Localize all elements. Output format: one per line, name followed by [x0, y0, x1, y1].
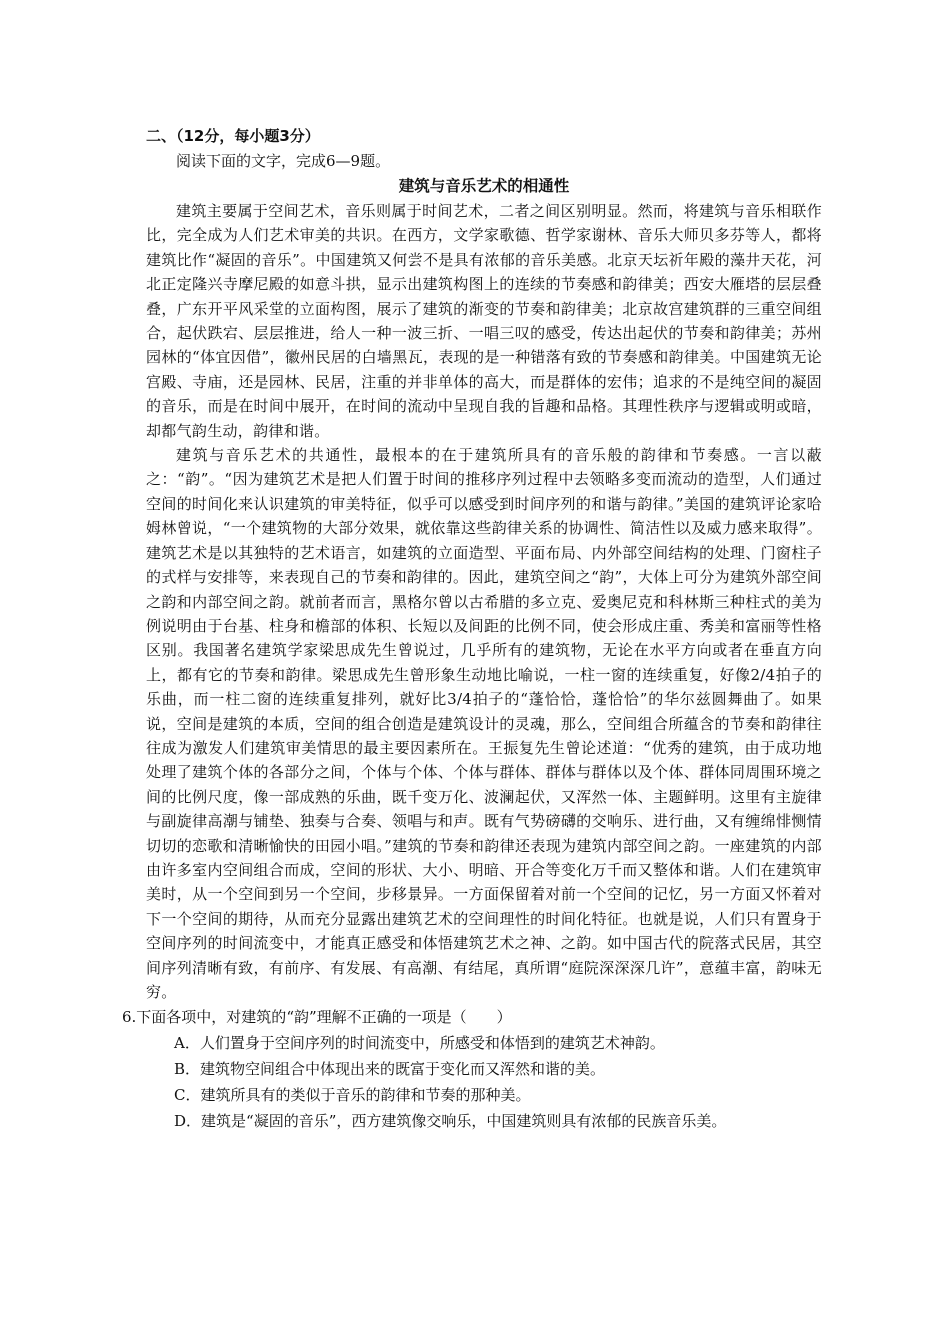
article-paragraph-1: 建筑主要属于空间艺术，音乐则属于时间艺术，二者之间区别明显。然而，将建筑与音乐相联作比，完全成为人们艺术审美的共识。在西方，文学家歌德、哲学家谢林、音乐大师贝多芬等人，都将建筑比作“凝固的音乐”。中国建筑又何尝不是具有浓郁的音乐美感。北京天坛祈年殿的藻井天花，河北正定隆兴寺摩尼殿的如意斗拱，显示出建筑构图上的连续的节奏感和韵律美；西安大雁塔的层层叠叠，广东开平风采堂的立面构图，展示了建筑的渐变的节奏和韵律美；北京故宫建筑群的三重空间组合，起伏跌宕、层层推进，给人一种一波三折、一唱三叹的感受，传达出起伏的节奏和韵律美；苏州园林的“体宜因借”，徽州民居的白墙黑瓦，表现的是一种错落有致的节奏感和韵律美。中国建筑无论宫殿、寺庙，还是园林、民居，注重的并非单体的高大，而是群体的宏伟；追求的不是纯空间的凝固的音乐，而是在时间中展开，在时间的流动中呈现自我的旨趣和品格。其理性秩序与逻辑或明或暗，却都气韵生动，韵律和谐。 [146, 202, 822, 440]
reading-instruction: 阅读下面的文字，完成6—9题。 [176, 152, 391, 170]
option-c: C．建筑所具有的类似于音乐的韵律和节奏的那种美。 [174, 1086, 531, 1105]
exam-page [122, 124, 822, 1134]
section-heading: 二、（12分，每小题3分） [146, 127, 320, 145]
answer-options [146, 1030, 822, 1134]
option-b: B．建筑物空间组合中体现出来的既富于变化而又浑然和谐的美。 [174, 1060, 606, 1079]
option-d: D．建筑是“凝固的音乐”，西方建筑像交响乐，中国建筑则具有浓郁的民族音乐美。 [174, 1112, 727, 1131]
question-stem: 6.下面各项中，对建筑的“韵”理解不正确的一项是（ ） [122, 1008, 512, 1027]
option-a: A．人们置身于空间序列的时间流变中，所感受和体悟到的建筑艺术神韵。 [174, 1034, 665, 1053]
article-title: 建筑与音乐艺术的相通性 [398, 177, 570, 195]
article-paragraph-2: 建筑与音乐艺术的共通性，最根本的在于建筑所具有的音乐般的韵律和节奏感。一言以蔽之：“韵”。“因为建筑艺术是把人们置于时间的推移序列过程中去领略多变而流动的造型，人们通过空间的时间化来认识建筑的审美特征，似乎可以感受到时间序列的和谐与韵律。”美国的建筑评论家哈姆林曾说，“一个建筑物的大部分效果，就依靠这些韵律关系的协调性、简洁性以及威力感来取得”。建筑艺术是以其独特的艺术语言，如建筑的立面造型、平面布局、内外部空间结构的处理、门窗柱子的式样与安排等，来表现自己的节奏和韵律的。因此，建筑空间之“韵”，大体上可分为建筑外部空间之韵和内部空间之韵。就前者而言，黑格尔曾以古希腊的多立克、爱奥尼克和科林斯三种柱式的美为例说明由于台基、柱身和檐部的体积、长短以及间距的比例不同，使会形成庄重、秀美和富丽等性格区别。我国著名建筑学家梁思成先生曾说过，几乎所有的建筑物，无论在水平方向或者在垂直方向上，都有它的节奏和韵律。梁思成先生曾形象生动地比喻说，一柱一窗的连续重复，好像2/4拍子的乐曲，而一柱二窗的连续重复排列，就好比3/4拍子的“蓬恰恰，蓬恰恰”的华尔兹圆舞曲了。如果说，空间是建筑的本质，空间的组合创造是建筑设计的灵魂，那么，空间组合所蕴含的节奏和韵律往往成为激发人们建筑审美情思的最主要因素所在。王振复先生曾论述道：“优秀的建筑，由于成功地处理了建筑个体的各部分之间，个体与个体、个体与群体、群体与群体以及个体、群体同周围环境之间的比例尺度，像一部成熟的乐曲，既千变万化、波澜起伏，又浑然一体、主题鲜明。这里有主旋律与副旋律高潮与铺垫、独奏与合奏、领唱与和声。既有气势磅礴的交响乐、进行曲，又有缠绵悱恻情切切的恋歌和清晰愉快的田园小唱。”建筑的节奏和韵律还表现为建筑内部空间之韵。一座建筑的内部由许多室内空间组合而成，空间的形状、大小、明暗、开合等变化万千而又整体和谐。人们在建筑审美时，从一个空间到另一个空间，步移景异。一方面保留着对前一个空间的记忆，另一方面又怀着对下一个空间的期待，从而充分显露出建筑艺术的空间理性的时间化特征。也就是说，人们只有置身于空间序列的时间流变中，才能真正感受和体悟建筑艺术之神、之韵。如中国古代的院落式民居，其空间序列清晰有致，有前序、有发展、有高潮、有结尾，真所谓“庭院深深深几许”，意蕴丰富，韵味无穷。 [146, 446, 822, 1001]
